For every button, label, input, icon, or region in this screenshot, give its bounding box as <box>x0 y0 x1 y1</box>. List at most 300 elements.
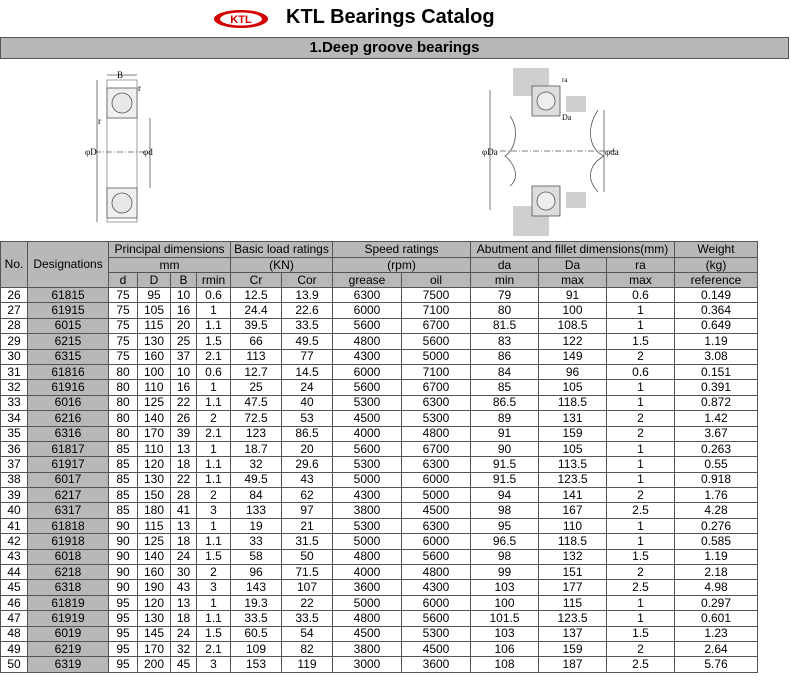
table-cell: 6000 <box>333 303 402 318</box>
table-row <box>1 380 758 395</box>
header-no: No. <box>1 242 28 288</box>
table-cell: 0.585 <box>675 534 758 549</box>
row-number: 26 <box>1 288 28 303</box>
table-cell: 106 <box>471 641 539 656</box>
table-cell: 5300 <box>333 457 402 472</box>
table-cell: 37 <box>171 349 197 364</box>
table-cell: 3800 <box>333 641 402 656</box>
table-cell: 4500 <box>402 503 471 518</box>
header-basic-unit: (KN) <box>231 258 333 273</box>
diagram-area <box>0 60 791 241</box>
row-number: 48 <box>1 626 28 641</box>
table-cell: 108 <box>471 657 539 672</box>
table-cell: 2 <box>607 426 675 441</box>
table-cell: 1 <box>197 380 231 395</box>
table-cell: 1 <box>607 534 675 549</box>
table-cell: 85 <box>109 503 138 518</box>
table-row <box>1 318 758 333</box>
table-cell: 177 <box>539 580 607 595</box>
row-number: 37 <box>1 457 28 472</box>
page-header <box>0 0 791 37</box>
table-cell: 5600 <box>402 549 471 564</box>
table-cell: 103 <box>471 626 539 641</box>
ktl-logo <box>213 9 269 29</box>
table-cell: 0.391 <box>675 380 758 395</box>
table-cell: 62 <box>282 488 333 503</box>
row-number: 46 <box>1 595 28 610</box>
table-cell: 4500 <box>333 626 402 641</box>
designation-cell: 6018 <box>28 549 109 564</box>
row-number: 43 <box>1 549 28 564</box>
table-cell: 120 <box>138 595 171 610</box>
table-cell: 90 <box>109 580 138 595</box>
table-row <box>1 549 758 564</box>
table-cell: 90 <box>471 441 539 456</box>
table-cell: 2 <box>607 641 675 656</box>
table-cell: 39 <box>171 426 197 441</box>
table-cell: 79 <box>471 288 539 303</box>
table-cell: 5300 <box>333 395 402 410</box>
table-cell: 4800 <box>333 334 402 349</box>
table-cell: 160 <box>138 565 171 580</box>
table-cell: 31.5 <box>282 534 333 549</box>
table-cell: 170 <box>138 641 171 656</box>
table-cell: 18 <box>171 457 197 472</box>
table-cell: 43 <box>282 472 333 487</box>
table-cell: 85 <box>109 488 138 503</box>
header-principal-unit: mm <box>109 258 231 273</box>
designation-cell: 6017 <box>28 472 109 487</box>
table-cell: 2 <box>607 411 675 426</box>
table-cell: 100 <box>138 364 171 379</box>
header-designations: Designations <box>28 242 109 288</box>
table-cell: 1.5 <box>607 549 675 564</box>
table-cell: 109 <box>231 641 282 656</box>
table-cell: 1 <box>197 441 231 456</box>
table-cell: 85 <box>109 472 138 487</box>
row-number: 47 <box>1 611 28 626</box>
table-cell: 167 <box>539 503 607 518</box>
table-cell: 25 <box>231 380 282 395</box>
table-cell: 1.5 <box>607 626 675 641</box>
designation-cell: 6318 <box>28 580 109 595</box>
table-row <box>1 457 758 472</box>
table-row <box>1 349 758 364</box>
table-cell: 14.5 <box>282 364 333 379</box>
table-cell: 130 <box>138 334 171 349</box>
table-row <box>1 611 758 626</box>
header-weight: Weight <box>675 242 758 258</box>
table-cell: 1.1 <box>197 318 231 333</box>
table-cell: 130 <box>138 611 171 626</box>
table-cell: 30 <box>171 565 197 580</box>
table-cell: 200 <box>138 657 171 672</box>
table-cell: 6000 <box>402 595 471 610</box>
table-cell: 3.08 <box>675 349 758 364</box>
table-cell: 60.5 <box>231 626 282 641</box>
table-cell: 3600 <box>402 657 471 672</box>
row-number: 35 <box>1 426 28 441</box>
table-row <box>1 595 758 610</box>
table-cell: 25 <box>171 334 197 349</box>
table-cell: 5.76 <box>675 657 758 672</box>
table-cell: 100 <box>539 303 607 318</box>
table-cell: 80 <box>109 426 138 441</box>
table-cell: 115 <box>539 595 607 610</box>
row-number: 49 <box>1 641 28 656</box>
table-cell: 16 <box>171 380 197 395</box>
table-cell: 20 <box>171 318 197 333</box>
header-speed-unit: (rpm) <box>333 258 471 273</box>
table-cell: 5600 <box>333 318 402 333</box>
table-cell: 113.5 <box>539 457 607 472</box>
designation-cell: 6216 <box>28 411 109 426</box>
table-cell: 95 <box>109 657 138 672</box>
table-cell: 19 <box>231 518 282 533</box>
table-cell: 1 <box>607 303 675 318</box>
label-d-inner: φd <box>143 147 153 157</box>
row-number: 41 <box>1 518 28 533</box>
table-cell: 1 <box>607 611 675 626</box>
row-number: 45 <box>1 580 28 595</box>
table-cell: 0.263 <box>675 441 758 456</box>
row-number: 31 <box>1 364 28 379</box>
designation-cell: 61917 <box>28 457 109 472</box>
header-B: B <box>171 273 197 288</box>
table-cell: 32 <box>231 457 282 472</box>
table-cell: 18 <box>171 611 197 626</box>
table-cell: 2 <box>607 349 675 364</box>
table-cell: 95 <box>109 626 138 641</box>
table-cell: 110 <box>138 380 171 395</box>
table-cell: 6000 <box>333 364 402 379</box>
table-cell: 1 <box>607 595 675 610</box>
table-cell: 47.5 <box>231 395 282 410</box>
table-cell: 91 <box>539 288 607 303</box>
table-cell: 190 <box>138 580 171 595</box>
header-weight-unit: (kg) <box>675 258 758 273</box>
table-cell: 6000 <box>402 534 471 549</box>
designation-cell: 6315 <box>28 349 109 364</box>
table-cell: 1.1 <box>197 395 231 410</box>
table-cell: 53 <box>282 411 333 426</box>
logo-text: KTL <box>230 14 252 26</box>
table-cell: 0.6 <box>197 288 231 303</box>
table-cell: 49.5 <box>282 334 333 349</box>
table-cell: 80 <box>471 303 539 318</box>
designation-cell: 61817 <box>28 441 109 456</box>
table-cell: 0.55 <box>675 457 758 472</box>
table-cell: 4.28 <box>675 503 758 518</box>
row-number: 27 <box>1 303 28 318</box>
table-cell: 5300 <box>402 626 471 641</box>
label-r-top: r <box>138 83 141 93</box>
table-cell: 108.5 <box>539 318 607 333</box>
header-grease: grease <box>333 273 402 288</box>
table-cell: 80 <box>109 395 138 410</box>
row-number: 42 <box>1 534 28 549</box>
table-cell: 123.5 <box>539 611 607 626</box>
table-cell: 153 <box>231 657 282 672</box>
header-oil: oil <box>402 273 471 288</box>
table-cell: 4300 <box>333 488 402 503</box>
table-cell: 12.7 <box>231 364 282 379</box>
table-cell: 5000 <box>402 349 471 364</box>
header-basic-load: Basic load ratings <box>231 242 333 258</box>
table-cell: 2.1 <box>197 641 231 656</box>
table-cell: 13 <box>171 595 197 610</box>
table-cell: 145 <box>138 626 171 641</box>
table-cell: 13 <box>171 441 197 456</box>
table-row <box>1 303 758 318</box>
table-cell: 0.649 <box>675 318 758 333</box>
row-number: 29 <box>1 334 28 349</box>
table-cell: 19.3 <box>231 595 282 610</box>
table-cell: 1.23 <box>675 626 758 641</box>
table-cell: 149 <box>539 349 607 364</box>
designation-cell: 61818 <box>28 518 109 533</box>
table-cell: 98 <box>471 549 539 564</box>
table-cell: 90 <box>109 518 138 533</box>
table-cell: 4800 <box>402 565 471 580</box>
table-cell: 1.5 <box>197 549 231 564</box>
table-row <box>1 395 758 410</box>
table-cell: 81.5 <box>471 318 539 333</box>
table-cell: 123 <box>231 426 282 441</box>
table-cell: 95 <box>109 641 138 656</box>
table-cell: 91.5 <box>471 457 539 472</box>
table-cell: 96 <box>539 364 607 379</box>
row-number: 30 <box>1 349 28 364</box>
table-cell: 2.5 <box>607 580 675 595</box>
table-cell: 90 <box>109 534 138 549</box>
label-da-outer: φDa <box>482 147 498 157</box>
table-cell: 90 <box>109 549 138 564</box>
table-cell: 1.5 <box>197 334 231 349</box>
table-cell: 33.5 <box>282 318 333 333</box>
table-cell: 77 <box>282 349 333 364</box>
table-cell: 1 <box>197 595 231 610</box>
label-da-inner: φda <box>605 147 619 157</box>
table-cell: 4.98 <box>675 580 758 595</box>
table-cell: 2 <box>607 565 675 580</box>
table-cell: 80 <box>109 411 138 426</box>
table-cell: 94 <box>471 488 539 503</box>
table-cell: 4300 <box>402 580 471 595</box>
table-cell: 4800 <box>333 611 402 626</box>
table-cell: 21 <box>282 518 333 533</box>
table-row <box>1 364 758 379</box>
designation-cell: 6316 <box>28 426 109 441</box>
table-cell: 125 <box>138 395 171 410</box>
header-da: da <box>471 258 539 273</box>
left-bearing-diagram <box>95 75 150 222</box>
table-cell: 6700 <box>402 441 471 456</box>
table-cell: 0.151 <box>675 364 758 379</box>
table-cell: 6300 <box>402 395 471 410</box>
table-cell: 5000 <box>333 472 402 487</box>
table-cell: 110 <box>539 518 607 533</box>
table-cell: 95 <box>471 518 539 533</box>
right-bearing-diagram <box>490 68 615 236</box>
table-cell: 115 <box>138 318 171 333</box>
table-cell: 100 <box>471 595 539 610</box>
table-cell: 2.5 <box>607 503 675 518</box>
table-cell: 6300 <box>333 288 402 303</box>
table-cell: 122 <box>539 334 607 349</box>
table-cell: 1.19 <box>675 334 758 349</box>
table-cell: 86.5 <box>282 426 333 441</box>
table-cell: 1.1 <box>197 472 231 487</box>
table-cell: 7500 <box>402 288 471 303</box>
table-cell: 85 <box>471 380 539 395</box>
table-cell: 1 <box>607 518 675 533</box>
table-row <box>1 334 758 349</box>
label-da-small: Da <box>562 113 572 122</box>
table-cell: 85 <box>109 457 138 472</box>
row-number: 50 <box>1 657 28 672</box>
table-cell: 0.276 <box>675 518 758 533</box>
table-row <box>1 626 758 641</box>
table-cell: 22 <box>282 595 333 610</box>
designation-cell: 61816 <box>28 364 109 379</box>
table-cell: 159 <box>539 641 607 656</box>
designation-cell: 61819 <box>28 595 109 610</box>
table-cell: 41 <box>171 503 197 518</box>
label-r-left: r <box>98 116 101 126</box>
header-cor: Cor <box>282 273 333 288</box>
table-cell: 71.5 <box>282 565 333 580</box>
table-cell: 5300 <box>333 518 402 533</box>
table-cell: 5300 <box>402 411 471 426</box>
table-cell: 28 <box>171 488 197 503</box>
table-cell: 24.4 <box>231 303 282 318</box>
section-title: 1.Deep groove bearings <box>0 37 789 59</box>
table-row <box>1 426 758 441</box>
table-cell: 5600 <box>333 441 402 456</box>
table-cell: 66 <box>231 334 282 349</box>
table-cell: 1.5 <box>607 334 675 349</box>
table-cell: 45 <box>171 657 197 672</box>
table-cell: 5600 <box>402 334 471 349</box>
designation-cell: 6016 <box>28 395 109 410</box>
table-cell: 99 <box>471 565 539 580</box>
table-cell: 3600 <box>333 580 402 595</box>
table-cell: 118.5 <box>539 534 607 549</box>
table-cell: 20 <box>282 441 333 456</box>
header-Da-max: max <box>539 273 607 288</box>
table-cell: 1.1 <box>197 457 231 472</box>
header-ra-max: max <box>607 273 675 288</box>
table-cell: 75 <box>109 288 138 303</box>
table-cell: 58 <box>231 549 282 564</box>
table-cell: 1 <box>607 472 675 487</box>
table-cell: 1 <box>197 518 231 533</box>
table-cell: 75 <box>109 318 138 333</box>
table-cell: 0.6 <box>197 364 231 379</box>
row-number: 36 <box>1 441 28 456</box>
table-cell: 96 <box>231 565 282 580</box>
table-cell: 39.5 <box>231 318 282 333</box>
row-number: 44 <box>1 565 28 580</box>
table-cell: 2.1 <box>197 349 231 364</box>
table-cell: 89 <box>471 411 539 426</box>
table-cell: 80 <box>109 364 138 379</box>
table-cell: 75 <box>109 349 138 364</box>
table-cell: 113 <box>231 349 282 364</box>
header-reference: reference <box>675 273 758 288</box>
header-rmin: rmin <box>197 273 231 288</box>
table-cell: 133 <box>231 503 282 518</box>
table-cell: 1 <box>607 395 675 410</box>
table-cell: 143 <box>231 580 282 595</box>
table-cell: 105 <box>539 380 607 395</box>
table-row <box>1 518 758 533</box>
table-row <box>1 657 758 672</box>
table-cell: 75 <box>109 303 138 318</box>
table-cell: 3000 <box>333 657 402 672</box>
row-number: 40 <box>1 503 28 518</box>
designation-cell: 61918 <box>28 534 109 549</box>
table-cell: 0.6 <box>607 364 675 379</box>
table-cell: 187 <box>539 657 607 672</box>
row-number: 28 <box>1 318 28 333</box>
table-cell: 84 <box>471 364 539 379</box>
designation-cell: 6319 <box>28 657 109 672</box>
designation-cell: 6019 <box>28 626 109 641</box>
table-cell: 0.6 <box>607 288 675 303</box>
table-cell: 115 <box>138 518 171 533</box>
table-cell: 105 <box>539 441 607 456</box>
table-cell: 137 <box>539 626 607 641</box>
table-cell: 75 <box>109 334 138 349</box>
table-cell: 40 <box>282 395 333 410</box>
table-cell: 180 <box>138 503 171 518</box>
table-cell: 43 <box>171 580 197 595</box>
table-row <box>1 411 758 426</box>
table-cell: 4000 <box>333 426 402 441</box>
header-Da: Da <box>539 258 607 273</box>
table-cell: 1.76 <box>675 488 758 503</box>
table-cell: 131 <box>539 411 607 426</box>
table-cell: 86.5 <box>471 395 539 410</box>
table-cell: 141 <box>539 488 607 503</box>
header-ra: ra <box>607 258 675 273</box>
table-cell: 0.918 <box>675 472 758 487</box>
table-row <box>1 641 758 656</box>
table-cell: 3 <box>197 657 231 672</box>
table-row <box>1 580 758 595</box>
table-cell: 159 <box>539 426 607 441</box>
table-cell: 97 <box>282 503 333 518</box>
table-cell: 7100 <box>402 303 471 318</box>
table-cell: 98 <box>471 503 539 518</box>
table-cell: 3.67 <box>675 426 758 441</box>
header-speed: Speed ratings <box>333 242 471 258</box>
table-cell: 12.5 <box>231 288 282 303</box>
table-cell: 125 <box>138 534 171 549</box>
table-cell: 6300 <box>402 518 471 533</box>
table-cell: 33.5 <box>231 611 282 626</box>
table-cell: 1.42 <box>675 411 758 426</box>
designation-cell: 6215 <box>28 334 109 349</box>
bearing-diagrams <box>0 60 791 241</box>
table-cell: 1 <box>607 380 675 395</box>
table-cell: 140 <box>138 411 171 426</box>
table-row <box>1 534 758 549</box>
table-cell: 1.19 <box>675 549 758 564</box>
designation-cell: 6217 <box>28 488 109 503</box>
